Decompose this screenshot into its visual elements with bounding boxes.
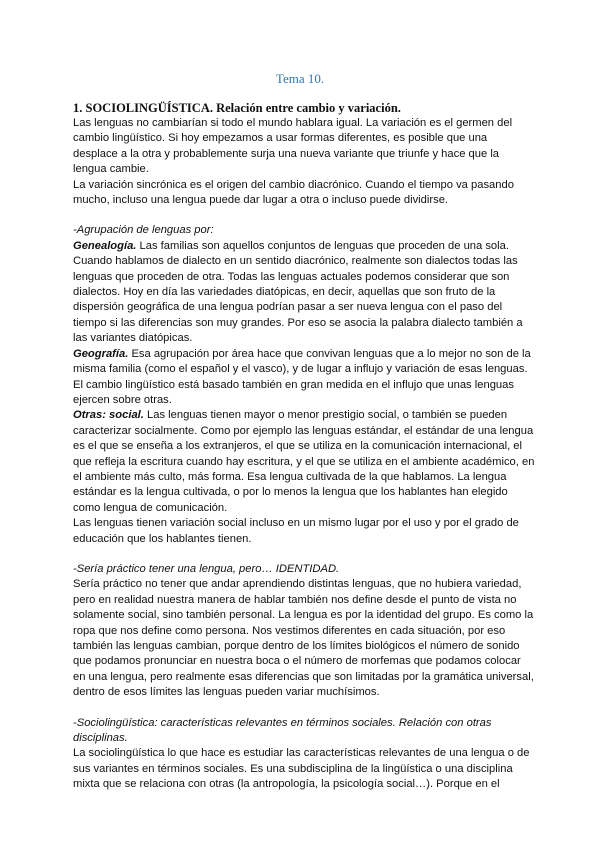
- agrupacion-subtitle: -Agrupación de lenguas por:: [73, 224, 214, 237]
- otras-term: Otras: social.: [73, 409, 144, 422]
- intro-paragraph-2: La variación sincrónica es el origen del cambio diacrónico. Cuando el tiempo va pasando mucho, incluso una lengua puede dar lugar a otra o incluso puede dividirse.: [73, 178, 514, 207]
- spacer: [73, 208, 535, 223]
- geografia-paragraph: [73, 347, 535, 409]
- document-title: Tema 10.: [275, 71, 325, 86]
- geografia-term: Geografía.: [73, 347, 129, 360]
- genealogia-paragraph: [73, 239, 535, 347]
- section-heading: 1. SOCIOLINGÜÍSTICA. Relación entre cambio y variación.: [73, 101, 401, 115]
- sociolinguistica-subtitle: -Sociolingüística: características relevantes en términos sociales. Relación con otras disciplinas.: [73, 716, 492, 745]
- document-body: [73, 100, 535, 793]
- sociolinguistica-paragraph: La sociolingüística lo que hace es estudiar las características relevantes de una lengua o de sus variantes en términos sociales. Es una subdisciplina de la lingüística o una disciplina mixta que se relaciona con otras (la antropología, la psicología social…). Porque en el: [73, 747, 530, 791]
- identidad-subtitle: -Sería práctico tener una lengua, pero… IDENTIDAD.: [73, 562, 340, 575]
- spacer: [73, 701, 535, 716]
- otras-text: Las lenguas tienen mayor o menor prestigio social, o también se pueden caracterizar socialmente. Como por ejemplo las lenguas estándar, el estándar de una lengua es el que se enseña a los extranjeros, el que se utiliza en la comunicación internacional, el que refleja la escritura cuando hay escritura, y el que se utiliza en el ambiente académico, en el ambiente más culto, más forma. Esa lengua cultivada de la que hablamos. La lengua estándar es la lengua cultivada, o por lo menos la lengua que los hablantes han elegido como lengua de comunicación.: [73, 409, 535, 514]
- geografia-text: Esa agrupación por área hace que convivan lenguas que a lo mejor no son de la misma familia (como el español y el vasco), y de lugar a influjo y variación de esas lenguas. El cambio lingüístico está basado también en gran medida en el influjo que unas lenguas ejercen sobre otras.: [73, 347, 531, 406]
- genealogia-text: Las familias son aquellos conjuntos de lenguas que proceden de una sola. Cuando hablamos de dialecto en un sentido diacrónico, realmente son dialectos todas las lenguas que proceden de otra. Todas las lenguas actuales podemos considerar que son dialectos. Hoy en día las variedades diatópicas, en decir, aquellas que son fruto de la dispersión geográfica de una lengua podrían pasar a ser nueva lengua con el paso del tiempo si las diferencias son muy grandes. Por eso se asocia la palabra dialecto también a las variantes diatópicas.: [73, 239, 523, 345]
- agrupacion-closing: Las lenguas tienen variación social incluso en un mismo lugar por el uso y por el grado de educación que los hablantes tienen.: [73, 517, 519, 545]
- intro-paragraph-1: Las lenguas no cambiarían si todo el mundo hablara igual. La variación es el germen del cambio lingüístico. Si hoy empezamos a usar formas diferentes, es posible que una desplace a la otra y probablemente surja una nueva variante que triunfe y hace que la lengua cambie.: [73, 117, 513, 176]
- identidad-paragraph: Sería práctico no tener que andar aprendiendo distintas lenguas, que no hubiera variedad, pero en realidad nuestra manera de hablar también nos define desde el punto de vista no solamente social, sino también personal. La lengua es por la identidad del grupo. Es como la ropa que nos define como persona. Nos vestimos diferentes en cada situación, por eso también las lenguas cambian, porque dentro de los límites biológicos el número de sonido que podamos pronunciar en nuestra boca o el número de morfemas que podamos colocar en una lengua, pero realmente esas diferencias que son limitadas por la gramática universal, dentro de esos límites las lenguas pueden variar muchísimos.: [73, 578, 534, 699]
- spacer: [73, 547, 535, 562]
- genealogia-term: Genealogía.: [73, 239, 137, 252]
- otras-paragraph: [73, 408, 535, 516]
